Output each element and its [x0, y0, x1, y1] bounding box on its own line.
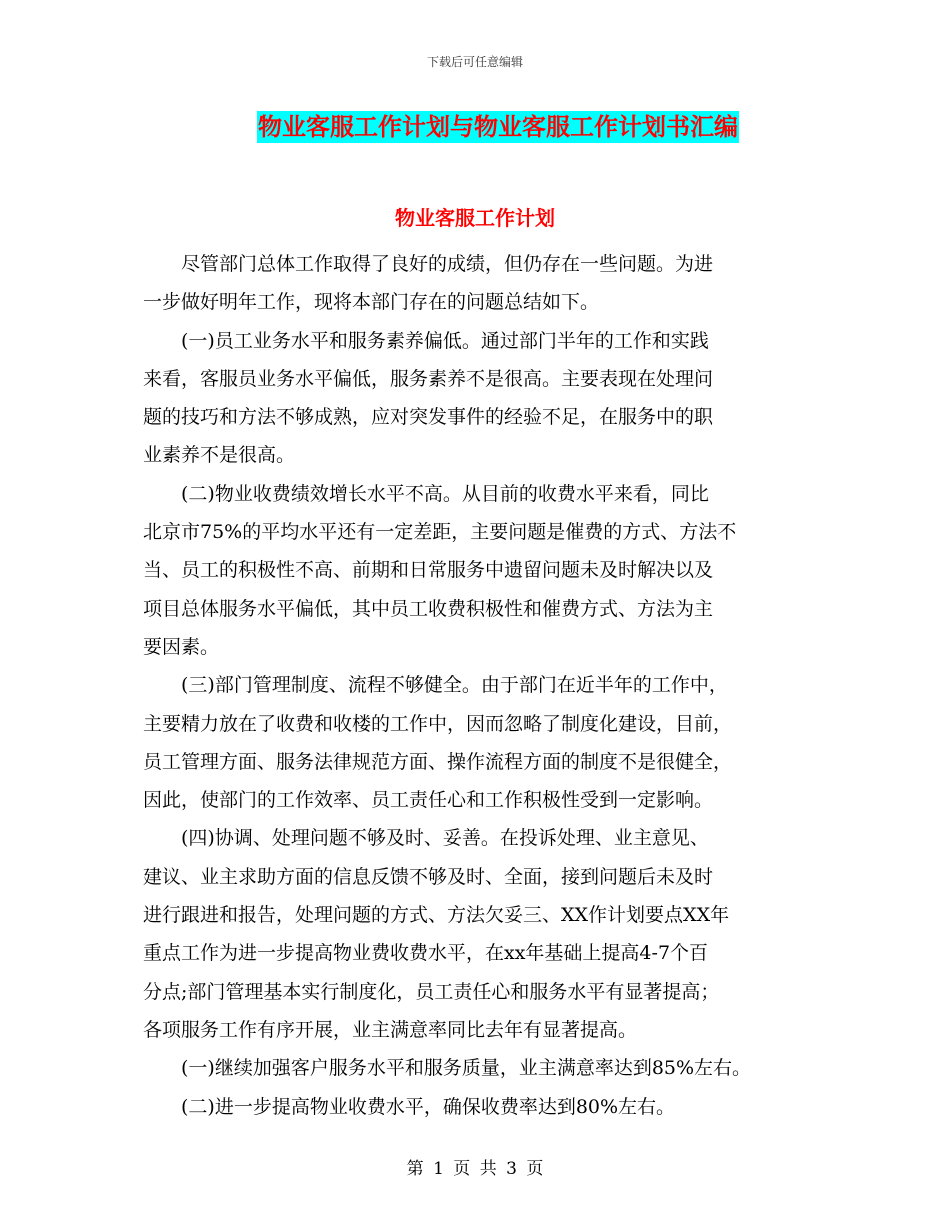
text-line: 重点工作为进一步提高物业费收费水平，在xx年基础上提高4-7个百 — [143, 942, 709, 965]
text-line: (一)员工业务水平和服务素养偏低。通过部门半年的工作和实践 — [181, 329, 709, 352]
text-line: 员工管理方面、服务法律规范方面、操作流程方面的制度不是很健全， — [143, 750, 733, 773]
text-line: 当、员工的积极性不高、前期和日常服务中遗留问题未及时解决以及 — [143, 559, 714, 582]
page-footer: 第 1 页 共 3 页 — [406, 1159, 544, 1179]
section-title: 物业客服工作计划 — [395, 206, 555, 230]
text-line: 各项服务工作有序开展，业主满意率同比去年有显著提高。 — [143, 1018, 638, 1041]
text-line: (四)协调、处理问题不够及时、妥善。在投诉处理、业主意见、 — [181, 827, 709, 850]
text-line: 分点;部门管理基本实行制度化，员工责任心和服务水平有显著提高； — [143, 980, 720, 1003]
paragraph — [143, 1049, 843, 1087]
text-line: 建议、业主求助方面的信息反馈不够及时、全面，接到问题后未及时 — [143, 865, 714, 888]
text-line: 主要精力放在了收费和收楼的工作中，因而忽略了制度化建设，目前， — [143, 712, 733, 735]
text-line: (一)继续加强客户服务水平和服务质量，业主满意率达到85%左右。 — [181, 1057, 752, 1080]
text-line: (二)进一步提高物业收费水平，确保收费率达到80%左右。 — [181, 1095, 676, 1118]
text-line: 尽管部门总体工作取得了良好的成绩，但仍存在一些问题。为进 — [181, 253, 714, 275]
header-note: 下载后可任意编辑 — [426, 55, 523, 69]
paragraph — [143, 475, 843, 666]
paragraph — [143, 1088, 843, 1126]
text-line: 北京市75%的平均水平还有一定差距，主要问题是催费的方式、方法不 — [143, 521, 737, 544]
paragraph — [143, 819, 843, 1049]
text-line: (三)部门管理制度、流程不够健全。由于部门在近半年的工作中， — [181, 674, 728, 697]
text-line: 一步做好明年工作，现将本部门存在的问题总结如下。 — [143, 291, 600, 314]
text-line: 题的技巧和方法不够成熟，应对突发事件的经验不足，在服务中的职 — [143, 406, 714, 429]
paragraph — [143, 245, 843, 322]
body-text — [143, 245, 843, 1126]
text-line: 进行跟进和报告，处理问题的方式、方法欠妥三、XX作计划要点XX年 — [143, 904, 730, 927]
text-line: 来看，客服员业务水平偏低，服务素养不是很高。主要表现在处理问 — [143, 367, 714, 390]
paragraph — [143, 322, 843, 475]
text-line: 业素养不是很高。 — [143, 444, 296, 467]
text-line: 项目总体服务水平偏低，其中员工收费积极性和催费方式、方法为主 — [143, 597, 714, 620]
text-line: 要因素。 — [143, 635, 220, 658]
text-line: 因此，使部门的工作效率、员工责任心和工作积极性受到一定影响。 — [143, 789, 714, 812]
paragraph — [143, 666, 843, 819]
main-title: 物业客服工作计划与物业客服工作计划书汇编 — [258, 113, 738, 141]
main-title-wrap — [0, 111, 950, 143]
text-line: (二)物业收费绩效增长水平不高。从目前的收费水平来看，同比 — [181, 482, 709, 505]
